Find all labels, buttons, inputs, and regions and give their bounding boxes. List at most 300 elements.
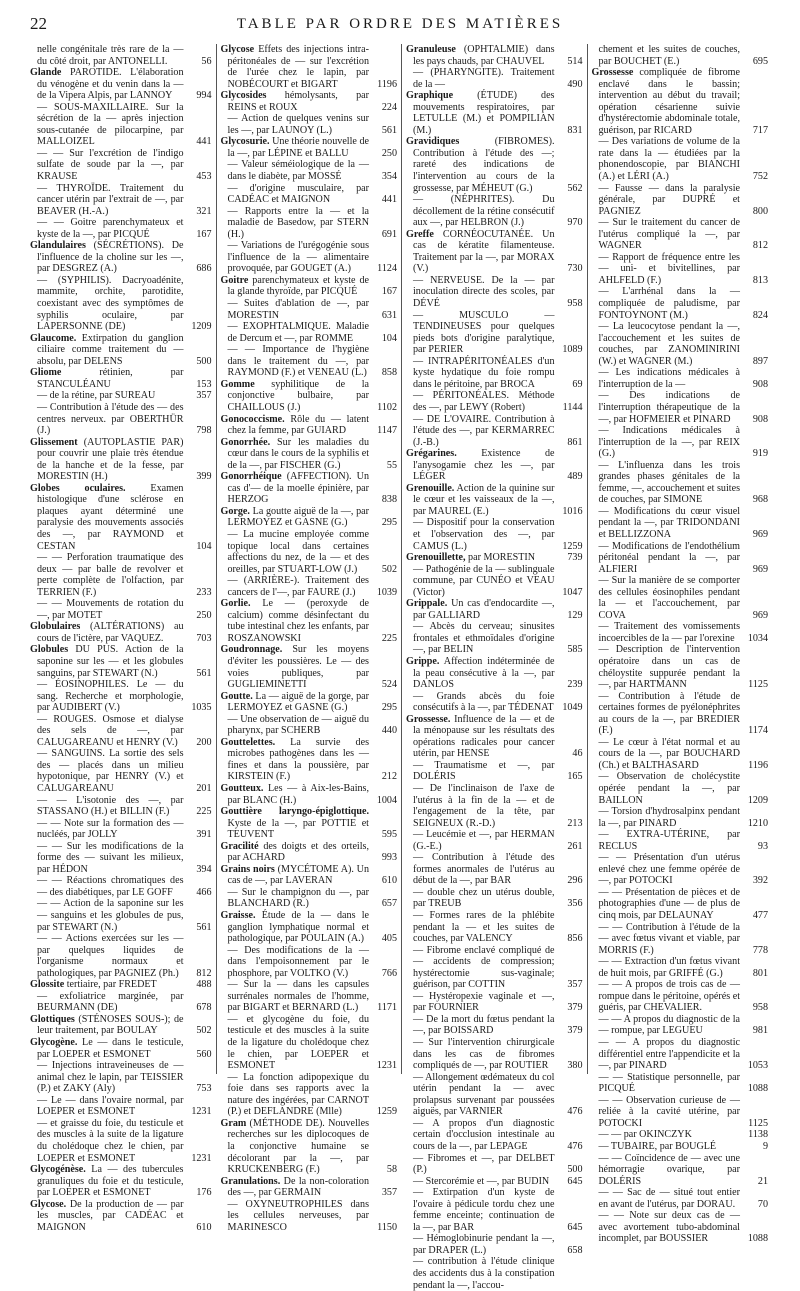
entry-description: — — A propos du diagnostic différentiel entre l'appendicite et la —, par PINARD <box>598 1037 740 1072</box>
index-entry <box>406 887 583 910</box>
index-entry <box>406 910 583 945</box>
entry-text <box>592 252 741 287</box>
entry-description: — — Importance de l'hygiène dans le traitement du —, par RAYMOND (F.) et VENEAU (L.) <box>227 344 369 379</box>
entry-text <box>30 1118 184 1164</box>
index-entry <box>592 887 769 922</box>
entry-text <box>221 90 370 113</box>
index-entry <box>406 829 583 852</box>
index-entry <box>221 575 398 598</box>
entry-text <box>406 136 555 194</box>
entry-page-number: 1147 <box>377 425 397 437</box>
entry-headword: Grains noirs <box>220 863 275 875</box>
entry-description: nelle congénitale très rare de la — du côté droit, par ANTONELLI. <box>37 44 184 67</box>
entry-page-number: 1125 <box>748 1117 768 1129</box>
entry-page-number: 466 <box>196 886 212 898</box>
entry-description: — Injections intraveineuses de — animal chez le lapin, par TEISSIER (P.) et ZAKY (Aly) <box>37 1060 184 1095</box>
entry-text <box>592 1187 741 1210</box>
entry-text <box>30 933 184 979</box>
index-entry <box>592 286 769 321</box>
entry-page-number: 1088 <box>747 1233 768 1245</box>
entry-text <box>592 1014 741 1037</box>
index-entry <box>592 1153 769 1188</box>
index-entry <box>30 898 212 933</box>
entry-page-number: 1047 <box>562 586 583 598</box>
index-entry <box>221 529 398 575</box>
entry-text <box>221 598 370 644</box>
entry-description: — et glycogène du foie, du testicule et des muscles à la suite de la ligature du cholédoque chez le chien, par LOEPER et ESMONET <box>227 1013 369 1072</box>
entry-description: (FIBROMES). Contribution à l'étude des —; rareté des indications de l'intervention au cours de la grossesse, par MÉHEUT (G.) <box>413 136 555 194</box>
entry-text <box>221 783 370 806</box>
index-entry <box>406 390 583 413</box>
entry-page-number: 104 <box>196 540 212 552</box>
entry-page-number: 500 <box>567 1164 583 1176</box>
entry-text <box>30 748 184 794</box>
index-entry <box>30 795 212 818</box>
entry-page-number: 595 <box>381 829 397 841</box>
entry-text <box>406 483 555 518</box>
entry-description: — NERVEUSE. De la — par inoculation directe des scoles, par DÉVÉ <box>413 274 555 310</box>
entry-text <box>406 910 555 945</box>
entry-headword: Glissement <box>30 436 78 448</box>
entry-text <box>592 956 741 979</box>
entry-text <box>221 979 370 1014</box>
index-entry <box>406 517 583 552</box>
entry-description: — Rapports entre la — et la maladie de Basedow, par STERN (H.) <box>227 205 369 240</box>
entry-text <box>221 471 370 506</box>
entry-text <box>592 367 741 390</box>
entry-page-number: 1196 <box>748 759 768 771</box>
index-entry <box>221 321 398 344</box>
entry-text <box>30 841 184 876</box>
entry-page-number: 645 <box>567 1221 583 1233</box>
page-header <box>30 12 770 40</box>
entry-text <box>592 1153 741 1188</box>
entry-description: — Suites d'ablation de —, par MORESTIN <box>227 298 369 321</box>
entry-text <box>221 1118 370 1176</box>
entry-description: — EXOPHTALMIQUE. Maladie de Dercum et —, par ROMME <box>227 321 369 344</box>
entry-page-number: 321 <box>196 205 212 217</box>
entry-description: (OPHTALMIE) dans les pays chauds, par CHAUVEL <box>413 44 555 67</box>
entry-page-number: 856 <box>567 933 583 945</box>
entry-headword: Glaucome. <box>30 332 77 344</box>
entry-page-number: 1088 <box>747 1083 768 1095</box>
entry-headword: Globes oculaires. <box>30 482 126 494</box>
entry-text <box>30 67 184 102</box>
entry-page-number: 1196 <box>377 78 397 90</box>
index-entry <box>592 922 769 957</box>
entry-description: (MYCÉTOME A). Un cas de —, par LAVERAN <box>227 863 369 887</box>
entry-text <box>592 1095 741 1130</box>
index-entry <box>30 1199 212 1234</box>
entry-page-number: 295 <box>381 517 397 529</box>
entry-description: — ÉOSINOPHILES. Le — du sang. Recherche et morphologie, par AUDIBERT (V.) <box>37 679 184 714</box>
entry-text <box>406 448 555 483</box>
entry-description: — Traitement des vomissements incoercibles de la — par l'orexine <box>598 621 740 644</box>
index-entry <box>406 1187 583 1233</box>
entry-text <box>221 887 370 910</box>
entry-description: — d'origine musculaire, par CADÉAC et MAIGNON <box>227 182 369 206</box>
entry-text <box>30 714 184 749</box>
index-entry <box>30 1095 212 1118</box>
entry-description: — — Sur l'excrétion de l'indigo sulfate de soude par la —, par KRAUSE <box>37 147 184 183</box>
index-entry <box>221 1072 398 1118</box>
entry-description: — — Note sur deux cas de — avec avortement tubo-abdominal incomplet, par BOUSSIER <box>598 1210 740 1245</box>
entry-headword: Glycose <box>220 44 255 55</box>
entry-headword: Graisse. <box>220 910 256 922</box>
entry-text <box>592 183 741 218</box>
index-entry <box>406 598 583 621</box>
entry-text <box>406 310 555 356</box>
entry-headword: Goutteux. <box>220 783 264 794</box>
entry-page-number: 502 <box>381 563 397 575</box>
index-entry <box>406 991 583 1014</box>
entry-headword: Gorlie. <box>220 598 251 610</box>
index-entry <box>30 1037 212 1060</box>
index-entry <box>406 852 583 887</box>
entry-description: — Les indications médicales à l'interruption de la — <box>598 367 740 390</box>
entry-page-number: 167 <box>381 286 397 298</box>
entry-page-number: 1210 <box>747 817 768 829</box>
entry-text <box>30 1060 184 1095</box>
index-entry <box>221 159 398 182</box>
entry-description: — — Présentation de pièces et de photographies d'une — de plus de cinq mois, par DELAUNAY <box>598 886 740 922</box>
entry-description: — (SYPHILIS). Dacryoadénite, mammite, orchite, parotidite, coexistant avec des symptômes de syphilis oculaire, par LAPERSONNE (DE) <box>37 274 184 333</box>
index-entry <box>30 437 212 483</box>
entry-page-number: 695 <box>752 55 768 67</box>
index-entry <box>406 194 583 229</box>
entry-page-number: 1089 <box>562 344 583 356</box>
entry-page-number: 296 <box>567 875 583 887</box>
entry-text <box>592 621 741 644</box>
entry-page-number: 970 <box>567 217 583 229</box>
index-entry <box>592 1095 769 1130</box>
entry-page-number: 93 <box>757 840 768 852</box>
entry-description: — EXTRA-UTÉRINE, par RECLUS <box>598 829 740 852</box>
entry-page-number: 1102 <box>377 401 397 413</box>
entry-description: Existence de l'anysogamie chez les —, par LÉGER <box>413 448 555 483</box>
index-entry <box>30 1164 212 1199</box>
entry-description: Extirpation du ganglion ciliaire comme traitement du — absolu, par DELENS <box>37 332 184 367</box>
entry-page-number: 908 <box>752 378 768 390</box>
entry-description: — ROUGES. Osmose et dialyse des sels de —, par CALUGAREANU et HENRY (V.) <box>37 713 184 748</box>
entry-text <box>221 575 370 598</box>
entry-description: — De la mort du fœtus pendant la —, par BOISSARD <box>413 1013 555 1037</box>
entry-description: — OXYNEUTROPHILES dans les cellules nerveuses, par MARINESCO <box>227 1198 369 1233</box>
entry-text <box>30 898 184 933</box>
entry-text <box>406 598 555 621</box>
entry-description: — — Action de la saponine sur les — sanguins et les globules de pus, par STEWART (N.) <box>37 898 184 933</box>
entry-headword: Glottiques <box>30 1013 75 1025</box>
entry-description: — exfoliatrice marginée, par BEURMANN (DE) <box>37 990 184 1014</box>
entry-description: — Hystéropexie vaginale et —, par FOURNIER <box>413 990 555 1014</box>
entry-text <box>406 945 555 991</box>
index-entry <box>406 783 583 829</box>
entry-page-number: 778 <box>752 944 768 956</box>
entry-page-number: 224 <box>381 101 397 113</box>
entry-page-number: 356 <box>567 898 583 910</box>
entry-page-number: 441 <box>381 194 397 206</box>
entry-text <box>30 1014 184 1037</box>
entry-text <box>30 679 184 714</box>
entry-description: — Des indications de l'interruption thérapeutique de la —, par HOFMEIER et PINARD <box>598 390 740 425</box>
entry-description: — — Mouvements de rotation du —, par MOTET <box>37 598 184 621</box>
index-entry <box>221 864 398 887</box>
entry-description: — Modifications du cœur visuel pendant la —, par TRIDONDANI et BELLIZZONA <box>598 505 740 540</box>
entry-page-number: 801 <box>752 967 768 979</box>
entry-headword: Glycosurie. <box>220 136 270 148</box>
entry-text <box>30 275 184 333</box>
entry-description: — TUBAIRE, par BOUGLÉ <box>598 1140 717 1152</box>
index-entry <box>406 44 583 67</box>
entry-text <box>221 841 370 864</box>
entry-page-number: 813 <box>752 274 768 286</box>
index-entry <box>30 367 212 390</box>
entry-text <box>592 1072 741 1095</box>
entry-page-number: 1209 <box>747 794 768 806</box>
entry-headword: Globules <box>30 644 69 656</box>
entry-headword: Gliome <box>30 367 62 379</box>
entry-description: Kyste de la —, par POTTIE et TEUVENT <box>227 817 369 841</box>
index-entry <box>406 1233 583 1256</box>
entry-page-number: 1231 <box>191 1152 212 1164</box>
entry-page-number: 357 <box>381 1187 397 1199</box>
entry-page-number: 354 <box>381 171 397 183</box>
index-entry <box>30 748 212 794</box>
entry-page-number: 1004 <box>376 794 397 806</box>
entry-page-number: 453 <box>196 171 212 183</box>
entry-description: — Contribution à l'étude des formes anormales de l'utérus au début de la —, par BAR <box>413 852 555 887</box>
index-entry <box>30 1118 212 1164</box>
index-entry <box>592 1210 769 1245</box>
entry-description: — Hémoglobinurie pendant la —, par DRAPER (L.) <box>413 1233 555 1256</box>
entry-description: — Fibrome enclavé compliqué de — accidents de compression; hystérectomie sus-vaginale; guérison, par COTTIN <box>413 944 555 991</box>
index-entry <box>30 621 212 644</box>
index-entry <box>221 644 398 690</box>
entry-description: — La leucocytose pendant la —, l'accouchement et les suites de couches, par ZANOMINIRINI (W.) et WAGNER (M.) <box>598 321 740 367</box>
entry-text <box>30 183 184 218</box>
entry-text <box>30 818 184 841</box>
entry-description: — DE L'OVAIRE. Contribution à l'étude des —, par KERMARREC (J.-B.) <box>413 413 555 448</box>
index-entry <box>592 217 769 252</box>
entry-description: — double chez un utérus double, par TREUB <box>413 886 555 910</box>
entry-page-number: 233 <box>196 586 212 598</box>
index-entry <box>592 425 769 460</box>
entry-page-number: 46 <box>572 748 583 760</box>
entry-page-number: 1035 <box>191 702 212 714</box>
entry-page-number: 295 <box>381 702 397 714</box>
entry-description: — Variations de l'urégogénie sous l'influence de la — alimentaire provoquée, par GOUGET (A.) <box>227 240 369 275</box>
entry-text <box>592 67 741 136</box>
entry-text <box>592 44 741 67</box>
entry-page-number: 658 <box>567 1244 583 1256</box>
entry-description: — — Observation curieuse de — reliée à la cavité utérine, par POTOCKI <box>598 1094 740 1129</box>
entry-page-number: 824 <box>752 309 768 321</box>
entry-page-number: 562 <box>567 182 583 194</box>
entry-description: Une théorie nouvelle de la —, par LÉPINE et BALLU <box>227 136 369 159</box>
entry-page-number: 969 <box>752 528 768 540</box>
entry-text <box>221 414 370 437</box>
entry-page-number: 678 <box>196 1002 212 1014</box>
index-entry <box>406 552 583 564</box>
entry-description: parenchymateux et kyste de la glande thyroïde, par PICQUÉ <box>227 274 369 298</box>
index-entry <box>592 1187 769 1210</box>
entry-text <box>221 1014 370 1072</box>
entry-page-number: 993 <box>381 852 397 864</box>
entry-description: (STÉNOSES SOUS-); de leur traitement, par BOULAY <box>37 1013 184 1037</box>
entry-page-number: 261 <box>567 840 583 852</box>
index-entry <box>221 183 398 206</box>
entry-description: — A propos d'un diagnostic certain d'occlusion intestinale au cours de la —, par LEPAGE <box>413 1117 555 1152</box>
entry-headword: Gorge. <box>220 505 250 517</box>
entry-text <box>592 575 741 621</box>
entry-text <box>592 321 741 367</box>
index-entry <box>592 956 769 979</box>
index-entry <box>221 506 398 529</box>
entry-description: — L'arrhénal dans la — compliquée de paludisme, par FONTOYNONT (M.) <box>598 286 740 321</box>
entry-description: — Contribution à l'étude des — des centres nerveux. par OBERTHÜR (J.) <box>37 401 184 437</box>
index-entry <box>221 737 398 783</box>
index-entry <box>30 552 212 598</box>
index-entry <box>406 414 583 449</box>
index-entry <box>592 621 769 644</box>
index-entry <box>221 44 398 90</box>
entry-text <box>592 691 741 737</box>
entry-page-number: 212 <box>381 771 397 783</box>
entry-text <box>406 621 555 656</box>
entry-headword: Granuleuse <box>406 44 456 55</box>
index-entry <box>30 240 212 275</box>
entry-text <box>221 240 370 275</box>
entry-page-number: 812 <box>196 967 212 979</box>
entry-page-number: 379 <box>567 1025 583 1037</box>
entry-page-number: 55 <box>386 459 397 471</box>
entry-text <box>221 183 370 206</box>
entry-description: De la production de — par les muscles, par CADÉAC et MAIGNON <box>37 1198 184 1233</box>
entry-description: Les — à Aix-les-Bains, par BLANC (H.) <box>227 783 369 806</box>
index-entry <box>221 240 398 275</box>
index-entry <box>592 575 769 621</box>
index-entry <box>592 390 769 425</box>
entry-text <box>592 460 741 506</box>
entry-text <box>30 1199 184 1234</box>
entry-description: — Indications médicales à l'interruption de la —, par REIX (G.) <box>598 425 740 460</box>
entry-headword: Gonorrhée. <box>220 436 271 448</box>
index-entry <box>406 945 583 991</box>
entry-description: chement et les suites de couches, par BOUCHET (E.) <box>598 44 740 67</box>
entry-text <box>221 344 370 379</box>
index-entry <box>221 1014 398 1072</box>
entry-description: — Valeur séméiologique de la — dans le diabète, par MOSSÉ <box>227 159 369 183</box>
entry-text <box>221 298 370 321</box>
index-entry <box>30 979 212 991</box>
entry-headword: Grippale. <box>406 598 448 610</box>
entry-headword: Greffe <box>406 228 434 240</box>
entry-text <box>592 887 741 922</box>
entry-text <box>592 1210 741 1245</box>
index-entry <box>406 356 583 391</box>
entry-description: Le — (peroxyde de calcium) comme désinfectant du tube intestinal chez les enfants, par ROSZANOWSKI <box>227 598 369 644</box>
entry-description: — — A propos de trois cas de — rompue dans le péritoine, opérés et guéris, par CHEVALIER. <box>598 979 740 1014</box>
index-entry <box>221 113 398 136</box>
entry-description: Étude de la — dans le ganglion lymphatique normal et pathologique, par POULAIN (A.) <box>227 910 369 945</box>
entry-text <box>406 1187 555 1233</box>
entry-text <box>592 644 741 690</box>
index-entry <box>406 691 583 714</box>
entry-page-number: 357 <box>567 979 583 991</box>
entry-description: — Observation de cholécystite opérée pendant la —, par BAILLON <box>598 771 740 806</box>
entry-page-number: 441 <box>196 136 212 148</box>
entry-page-number: 703 <box>196 632 212 644</box>
entry-text <box>406 90 555 136</box>
entry-page-number: 488 <box>196 979 212 991</box>
index-entry <box>406 483 583 518</box>
entry-text <box>406 44 555 67</box>
entry-text <box>221 737 370 783</box>
index-column-3 <box>401 44 587 1291</box>
entry-description: — — Note sur la formation des — nucléés, par JOLLY <box>37 817 184 841</box>
index-entry <box>592 771 769 806</box>
entry-description: — — Réactions chromatiques des — des diabétiques, par LE GOFF <box>37 875 184 898</box>
entry-text <box>592 829 741 852</box>
index-entry <box>406 90 583 136</box>
entry-text <box>592 1037 741 1072</box>
entry-description: — (ARRIÈRE-). Traitement des cancers de l'—, par FAURE (J.) <box>227 575 369 598</box>
entry-headword: Glossite <box>30 979 65 991</box>
index-entry <box>221 945 398 980</box>
entry-description: CORNÉOCUTANÉE. Un cas de kératite filamenteuse. Traitement par la —, par MORAX (V.) <box>413 228 555 275</box>
entry-text <box>592 1141 741 1153</box>
entry-description: — Sur l'intervention chirurgicale dans les cas de fibromes compliqués de —, par ROUTIER <box>413 1037 555 1072</box>
index-entry <box>30 598 212 621</box>
entry-text <box>406 1233 555 1256</box>
entry-page-number: 730 <box>567 263 583 275</box>
entry-page-number: 800 <box>752 205 768 217</box>
entry-text <box>30 217 184 240</box>
entry-description: — Extirpation d'un kyste de l'ovaire à pédicule tordu chez une femme enceinte; continuation de la —, par BAR <box>413 1187 555 1233</box>
entry-description: La — des tubercules granuliques du foie et du testicule, par LOEPER et ESMONET <box>37 1164 184 1199</box>
entry-description: — La fonction adipopexique du foie dans ses rapports avec la nature des ingérées, par CARNOT (P.) et DEFLANDRE (Mlle) <box>227 1071 369 1118</box>
entry-text <box>406 67 555 90</box>
index-entry <box>30 1014 212 1037</box>
index-entry <box>406 760 583 783</box>
entry-page-number: 560 <box>196 1048 212 1060</box>
entry-text <box>30 333 184 368</box>
entry-text <box>592 1129 741 1141</box>
entry-description: — Grands abcès du foie consécutifs à la —, par TÉDENAT <box>413 690 555 714</box>
entry-page-number: 831 <box>567 124 583 136</box>
index-columns <box>30 44 772 1291</box>
entry-page-number: 861 <box>567 436 583 448</box>
index-entry <box>30 818 212 841</box>
entry-page-number: 585 <box>567 644 583 656</box>
entry-page-number: 610 <box>381 875 397 887</box>
entry-page-number: 969 <box>752 563 768 575</box>
entry-description: — THYROÏDE. Traitement du cancer utérin par l'extrait de —, par BEAVER (H.-A.) <box>37 182 184 217</box>
entry-description: Effets des injections intra-péritonéales de — sur l'excrétion de l'urée chez le lapin, par NOBÉCOURT et BIGART <box>227 44 369 90</box>
entry-page-number: 201 <box>196 783 212 794</box>
entry-description: — — Statistique personnelle, par PICQUÉ <box>598 1071 740 1095</box>
entry-description: hémolysants, par REINS et ROUX <box>227 90 369 113</box>
entry-text <box>592 286 741 321</box>
index-entry <box>30 217 212 240</box>
entry-page-number: 250 <box>381 147 397 159</box>
index-entry <box>406 1118 583 1153</box>
entry-description: (MÉTHODE DE). Nouvelles recherches sur les diplocoques de la conjonctive humaine se décolorant par la —, par KRUCKENBERG (F.) <box>227 1117 369 1176</box>
entry-description: — — Contribution à l'étude de la — avec fœtus vivant et viable, par MORRIS (F.) <box>598 921 740 956</box>
entry-text <box>592 390 741 425</box>
entry-page-number: 858 <box>381 367 397 379</box>
entry-page-number: 379 <box>567 1002 583 1014</box>
